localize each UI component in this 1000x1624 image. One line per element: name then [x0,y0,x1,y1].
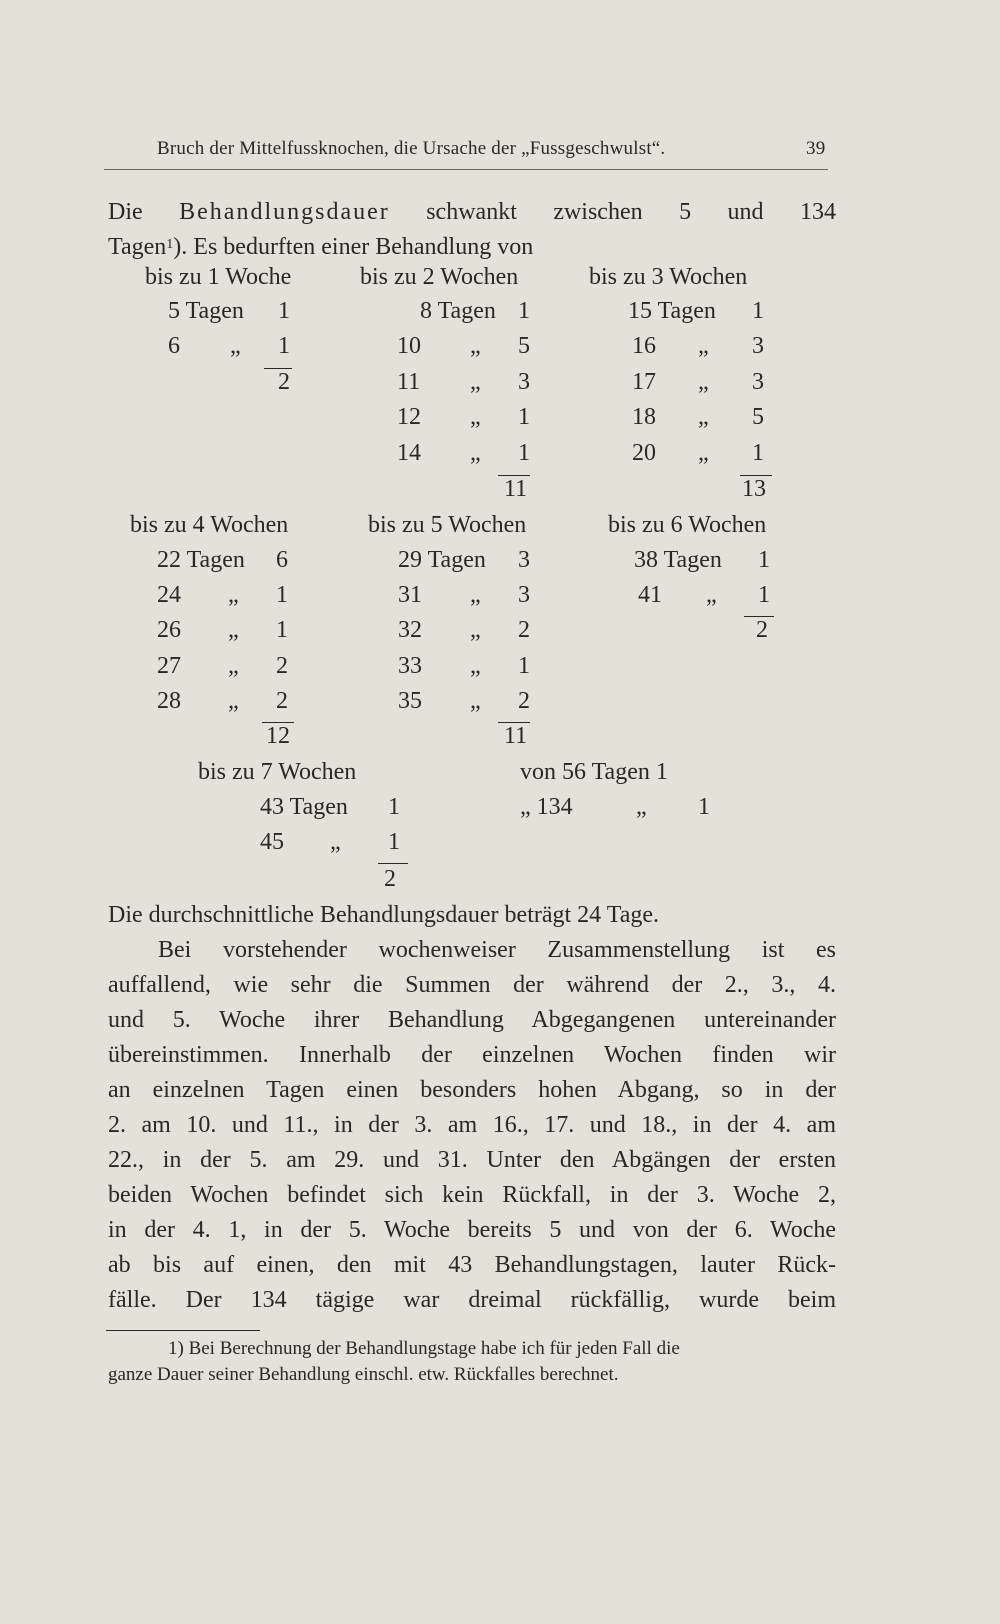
table-cell: 2 [276,688,288,714]
sum-rule [378,863,408,864]
body-line: 22., in der 5. am 29. und 31. Unter den Abgängen der ersten [108,1147,836,1173]
table-cell: 32 [398,617,422,643]
table-cell: 29 Tagen [398,547,486,573]
ditto-mark: „ [230,333,241,359]
column-header: bis zu 5 Wochen [368,512,527,538]
table-cell: 2 [518,617,530,643]
ditto-mark: „ [698,440,709,466]
ditto-mark: „ [470,688,481,714]
body-line: Bei vorstehender wochenweiser Zusammenstellung ist es [158,937,836,963]
footnote-line: ganze Dauer seiner Behandlung einschl. etw. Rückfalles berechnet. [108,1364,619,1385]
table-cell: 1 [278,298,290,324]
table-cell: 38 Tagen [634,547,722,573]
body-line: übereinstimmen. Innerhalb der einzelnen Wochen finden wir [108,1042,836,1068]
table-cell: 20 [632,440,656,466]
table-cell: 1 [698,794,710,820]
column-sum: 13 [742,476,766,502]
table-cell: 14 [397,440,421,466]
ditto-mark: „ [636,794,647,820]
ditto-mark: „ [698,369,709,395]
footnote-rule [106,1330,260,1331]
table-cell: 24 [157,582,181,608]
ditto-mark: „ [228,688,239,714]
body-line: ab bis auf einen, den mit 43 Behandlungstagen, lauter Rück- [108,1252,836,1278]
table-cell: 15 Tagen [628,298,716,324]
ditto-mark: „ [470,582,481,608]
body-line: in der 4. 1, in der 5. Woche bereits 5 und von der 6. Woche [108,1217,836,1243]
body-line: Die durchschnittliche Behandlungsdauer beträgt 24 Tage. [108,902,660,928]
table-cell: 1 [758,547,770,573]
ditto-mark: „ [470,369,481,395]
column-sum: 2 [278,369,290,395]
intro-line-1: Die Behandlungsdauer schwankt zwischen 5 und 134 [108,199,836,225]
table-cell: 28 [157,688,181,714]
table-cell: 12 [397,404,421,430]
table-cell: 2 [276,653,288,679]
table-cell: 2 [518,688,530,714]
table-cell: 41 [638,582,662,608]
column-header: von 56 Tagen 1 [520,759,668,785]
body-line: fälle. Der 134 tägige war dreimal rückfällig, wurde beim [108,1287,836,1313]
column-sum: 11 [504,723,528,749]
ditto-mark: „ [330,829,341,855]
table-cell: 1 [276,617,288,643]
table-cell: 6 [276,547,288,573]
column-sum: 2 [384,866,396,892]
table-cell: 3 [752,333,764,359]
footnote-line: 1) Bei Berechnung der Behandlungstage habe ich für jeden Fall die [168,1338,680,1359]
column-sum: 12 [266,723,290,749]
header-rule [104,169,828,170]
table-cell: 5 [518,333,530,359]
table-cell: 1 [752,440,764,466]
table-cell: 1 [518,404,530,430]
table-cell: 1 [518,653,530,679]
table-cell: 1 [278,333,290,359]
table-cell: 5 Tagen [168,298,244,324]
table-cell: 1 [388,794,400,820]
running-header: Bruch der Mittelfussknochen, die Ursache der „Fussgeschwulst“. [157,138,666,159]
column-header: bis zu 1 Woche [145,264,292,290]
table-cell: 18 [632,404,656,430]
ditto-mark: „ [228,653,239,679]
table-cell: 1 [752,298,764,324]
ditto-mark: „ [470,404,481,430]
table-cell: 1 [758,582,770,608]
body-line: auffallend, wie sehr die Summen der während der 2., 3., 4. [108,972,836,998]
table-cell: 17 [632,369,656,395]
table-cell: 1 [276,582,288,608]
table-cell: 6 [168,333,180,359]
column-header: bis zu 3 Wochen [589,264,748,290]
table-cell: 11 [397,369,421,395]
ditto-mark: „ [228,617,239,643]
table-cell: 31 [398,582,422,608]
ditto-mark: „ [470,617,481,643]
table-cell: 8 Tagen [420,298,496,324]
table-cell: 3 [518,547,530,573]
ditto-mark: „ [228,582,239,608]
table-cell: 3 [752,369,764,395]
footnote-marker: 1 [166,237,174,252]
table-cell: 5 [752,404,764,430]
ditto-mark: „ [470,653,481,679]
body-line: an einzelnen Tagen einen besonders hohen Abgang, so in der [108,1077,836,1103]
table-cell: 3 [518,582,530,608]
ditto-mark: „ [698,333,709,359]
table-cell: 27 [157,653,181,679]
table-cell: 16 [632,333,656,359]
ditto-mark: „ [470,440,481,466]
table-cell: 1 [518,440,530,466]
table-cell: 1 [388,829,400,855]
page-number: 39 [806,138,826,159]
table-cell: 45 [260,829,284,855]
table-cell: 22 Tagen [157,547,245,573]
table-cell: 3 [518,369,530,395]
table-cell: 1 [518,298,530,324]
column-header: bis zu 6 Wochen [608,512,767,538]
table-cell: 33 [398,653,422,679]
body-line: und 5. Woche ihrer Behandlung Abgegangenen untereinander [108,1007,836,1033]
column-header: bis zu 2 Wochen [360,264,519,290]
ditto-mark: „ [470,333,481,359]
column-sum: 11 [504,476,528,502]
ditto-mark: „ [706,582,717,608]
column-header: bis zu 7 Wochen [198,759,357,785]
body-line: beiden Wochen befindet sich kein Rückfall, in der 3. Woche 2, [108,1182,836,1208]
column-header: bis zu 4 Wochen [130,512,289,538]
ditto-mark: „ [698,404,709,430]
table-cell: 10 [397,333,421,359]
column-sum: 2 [756,617,768,643]
table-cell: „ 134 [520,794,573,820]
table-cell: 43 Tagen [260,794,348,820]
intro-line-2: Tagen$^1$). Es bedurften einer Behandlung von [108,234,534,260]
table-cell: 26 [157,617,181,643]
body-line: 2. am 10. und 11., in der 3. am 16., 17. und 18., in der 4. am [108,1112,836,1138]
table-cell: 35 [398,688,422,714]
